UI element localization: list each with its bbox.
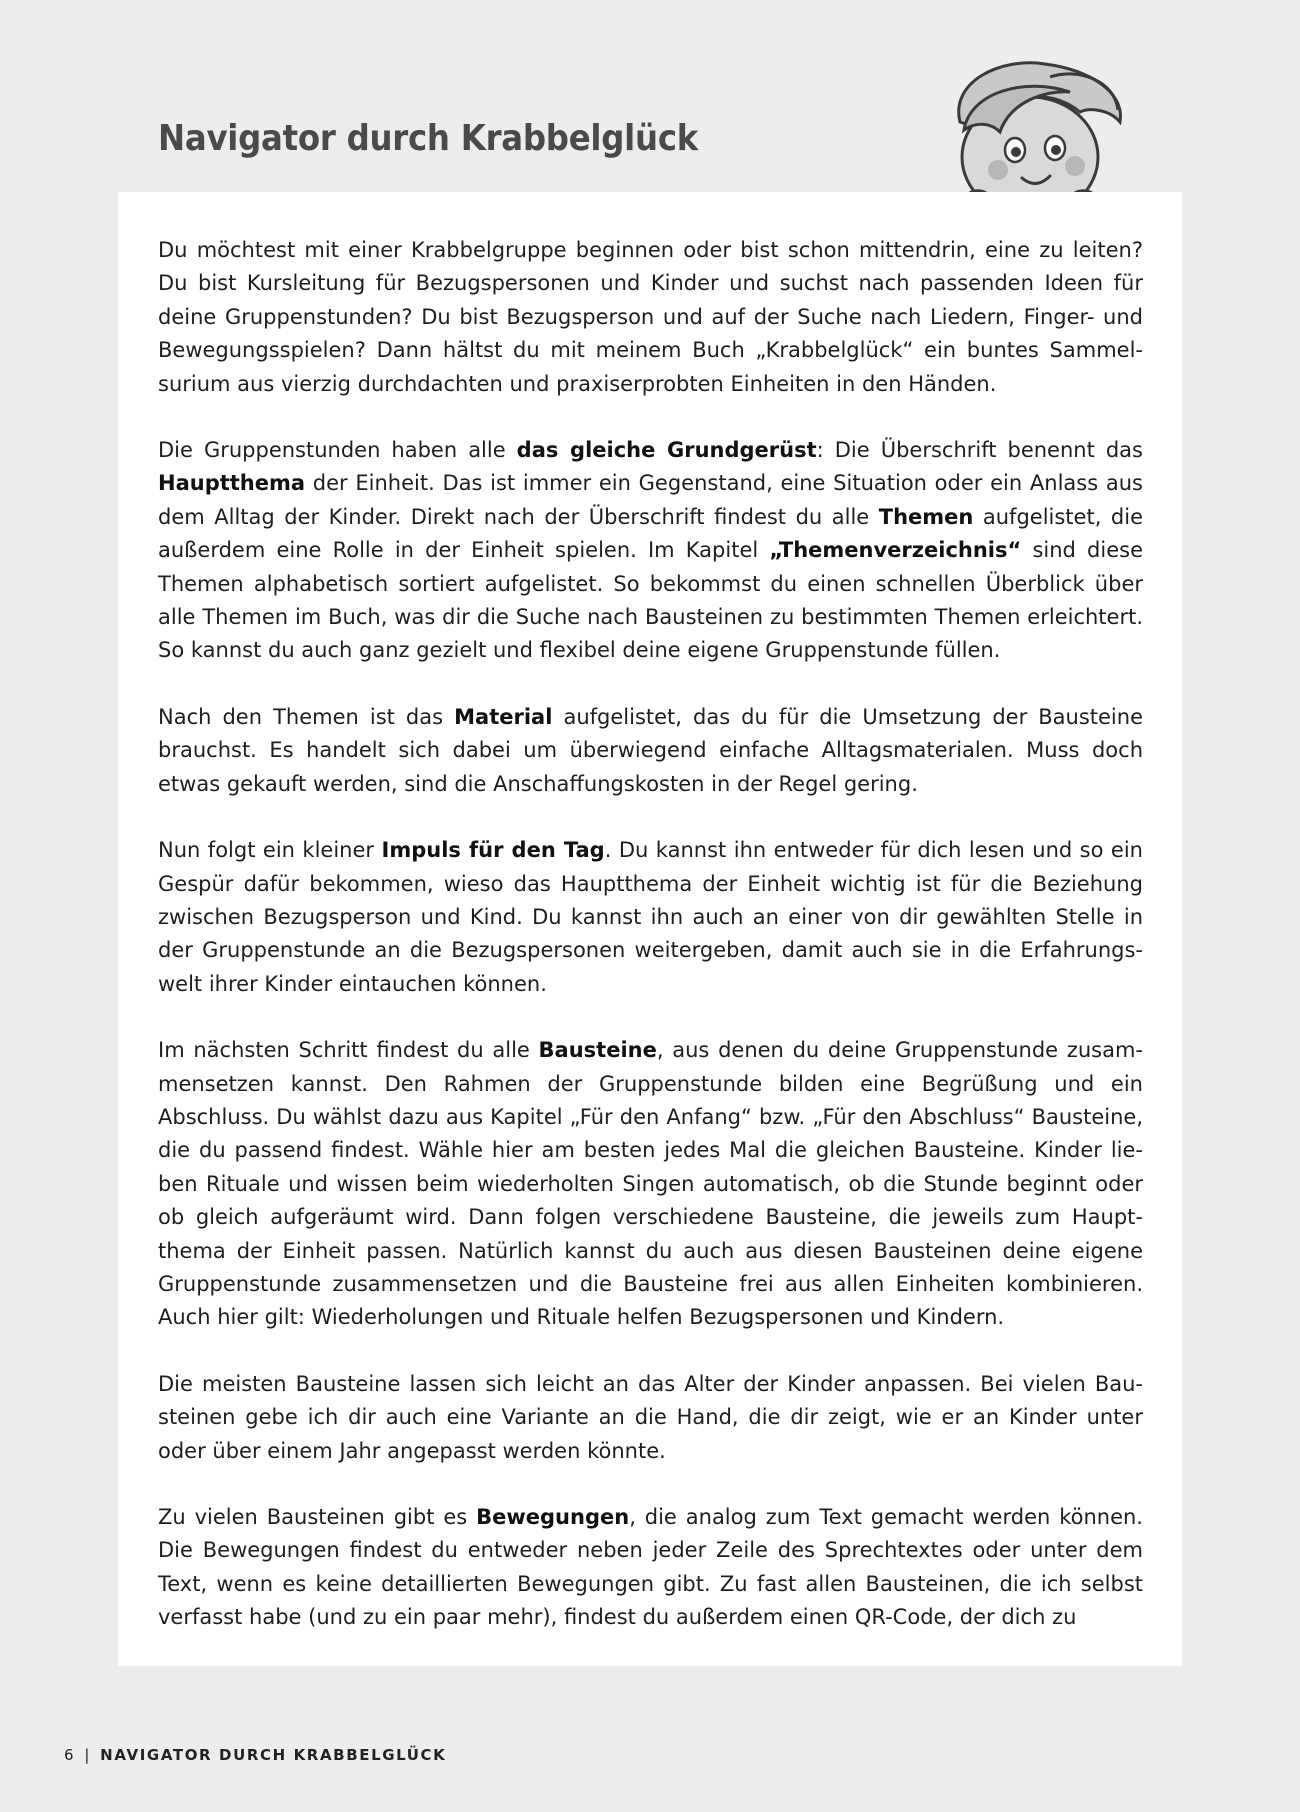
paragraph (158, 434, 1143, 668)
text-run: , die analog zum Text gemacht werden können. Die Bewegungen findest du entweder neben jeder Zeile des Sprechtextes oder unter dem Text, wenn es keine detaillierten Bewegungen gibt. Zu fast allen Bausteinen, die ich selbst verfasst habe (und zu ein paar mehr), findest du außerdem einen QR-Code, der dich zu (158, 1505, 1143, 1630)
text-run: aufgelistet, das du für die Umsetzung der Bausteine brauchst. Es handelt sich dabei um überwiegend einfache Alltagsmaterialen. Muss doch etwas gekauft werden, sind die Anschaffungskosten in der Regel gering. (158, 704, 1143, 796)
paragraph (158, 1501, 1143, 1635)
paragraph (158, 234, 1143, 401)
text-run: Im nächsten Schritt findest du alle (158, 1038, 539, 1063)
content-box (118, 192, 1182, 1666)
page-number: 6 (64, 1746, 74, 1764)
text-run: Die meisten Bausteine lassen sich leicht an das Alter der Kinder anpassen. Bei vielen Bausteinen gebe ich dir auch eine Variante an die Hand, die dir zeigt, wie er an Kinder unter oder über einem Jahr angepasst werden könnte. (158, 1371, 1143, 1463)
paragraph (158, 1368, 1143, 1468)
bold-term: Impuls für den Tag (381, 838, 605, 863)
text-run: Nach den Themen ist das (158, 704, 455, 729)
paragraph (158, 1034, 1143, 1335)
footer-separator: | (84, 1746, 90, 1764)
body-text (158, 234, 1143, 1666)
bold-term: Hauptthema (158, 471, 306, 496)
text-run: , aus denen du deine Gruppenstunde zusammensetzen kannst. Den Rahmen der Gruppenstunde bilden eine Begrüßung und ein Abschluss. Du wählst dazu aus Kapitel „Für den Anfang“ bzw. „Für den Abschluss“ Bausteine, die du passend findest. Wähle hier am besten jedes Mal die gleichen Bausteine. Kinder lieben Rituale und wissen beim wiederholten Singen automatisch, ob die Stunde beginnt oder ob gleich aufgeräumt wird. Dann folgen verschiedene Bausteine, die jeweils zum Hauptthema der Einheit passen. Natürlich kannst du auch aus diesen Bausteinen deine eigene Gruppenstunde zusammensetzen und die Bausteine frei aus allen Einheiten kombinieren. Auch hier gilt: Wiederholungen und Rituale helfen Bezugspersonen und Kindern. (158, 1038, 1143, 1330)
page-footer (64, 1746, 446, 1764)
text-run: Du möchtest mit einer Krabbelgruppe beginnen oder bist schon mittendrin, eine zu leiten? Du bist Kursleitung für Bezugspersonen und Kinder und suchst nach passenden Ideen für deine Gruppenstunden? Du bist Bezugsperson und auf der Suche nach Liedern, Finger- und Bewegungsspielen? Dann hältst du mit meinem Buch „Krabbelglück“ ein buntes Sammelsurium aus vierzig durchdachten und praxiserprobten Einheiten in den Händen. (158, 238, 1143, 396)
text-run: : Die Überschrift benennt das (816, 438, 1143, 463)
bold-term: Material (454, 704, 553, 729)
text-run: . Du kannst ihn entweder für dich lesen und so ein Gespür dafür bekommen, wieso das Hauptthema der Einheit wichtig ist für die Beziehung zwischen Bezugsperson und Kind. Du kannst ihn auch an einer von dir gewählten Stelle in der Gruppenstunde an die Bezugspersonen weitergeben, damit auch sie in die Erfahrungswelt ihrer Kinder eintauchen können. (158, 838, 1143, 996)
page-title: Navigator durch Krabbelglück (158, 118, 699, 159)
text-run: der Einheit. Das ist immer ein Gegenstand, eine Situation oder ein Anlass aus dem Alltag der Kinder. Direkt nach der Überschrift findest du alle (158, 471, 1143, 529)
bold-term: „Themenverzeichnis“ (769, 538, 1022, 563)
bold-term: Bausteine (538, 1038, 657, 1063)
running-header-title: NAVIGATOR DURCH KRABBELGLÜCK (100, 1746, 447, 1764)
bold-term: das gleiche Grundgerüst (516, 438, 817, 463)
text-run: Zu vielen Bausteinen gibt es (158, 1505, 477, 1529)
paragraph (158, 701, 1143, 801)
text-run: aufgelistet, die außerdem eine Rolle in der Einheit spielen. Im Kapitel (158, 504, 1143, 563)
paragraph (158, 834, 1143, 1001)
text-run: Die Gruppenstunden haben alle (158, 438, 517, 463)
bold-term: Bewegungen (476, 1505, 630, 1529)
bold-term: Themen (878, 504, 974, 529)
text-run: sind diese Themen alphabetisch sortiert aufgelistet. So bekommst du einen schnellen Überblick über alle Themen im Buch, was dir die Suche nach Bausteinen zu bestimmten Themen erleichtert. So kannst du auch ganz gezielt und flexibel deine eigene Gruppenstunde füllen. (158, 538, 1143, 663)
text-run: Nun folgt ein kleiner (158, 838, 382, 863)
